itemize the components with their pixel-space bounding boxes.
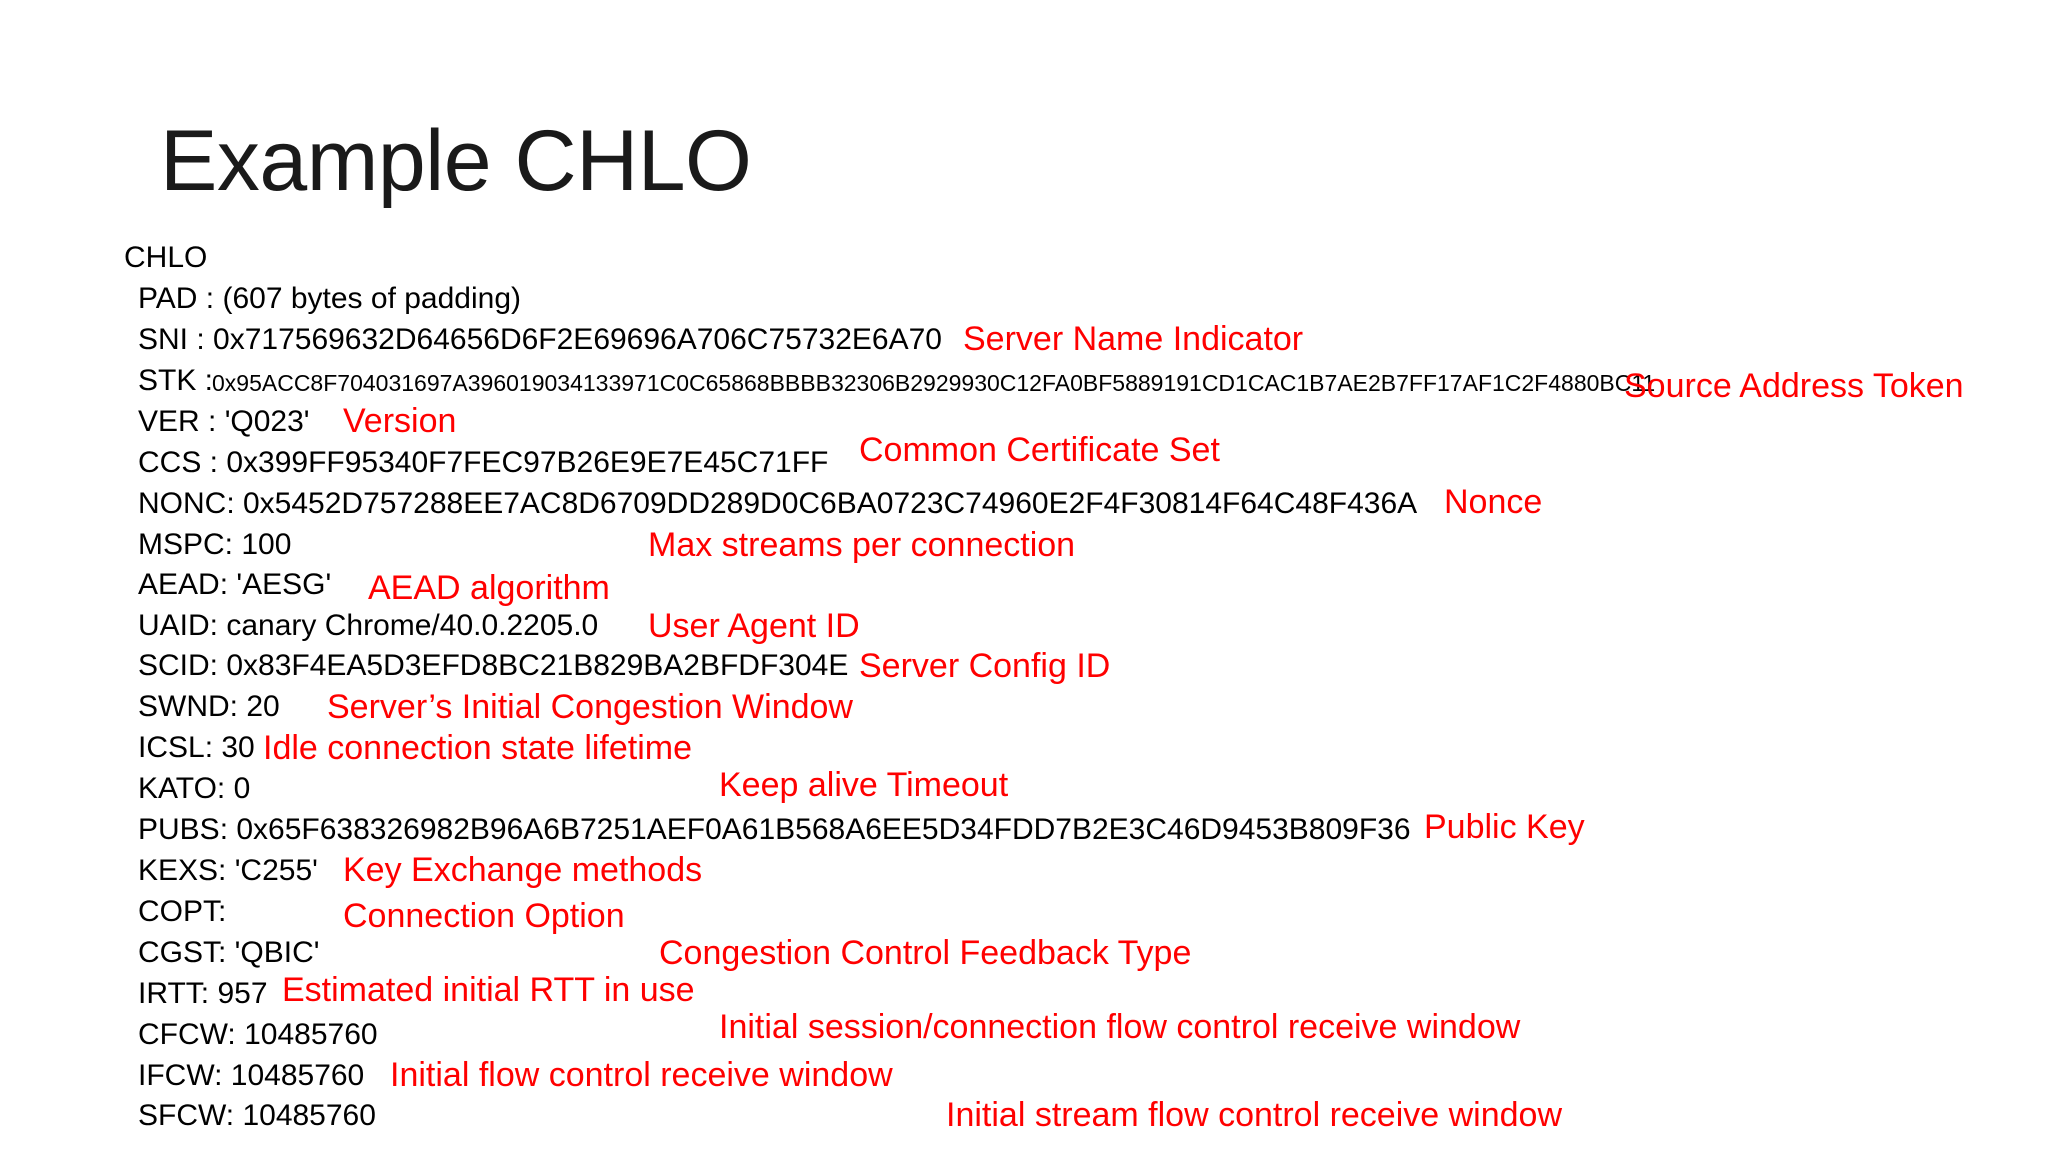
- annotation-icsl: Idle connection state lifetime: [263, 729, 693, 767]
- annotation-ifcw: Initial flow control receive window: [390, 1056, 893, 1094]
- swnd-line: SWND: 20: [138, 690, 280, 723]
- sni-line: SNI : 0x717569632D64656D6F2E69696A706C75732E6A70: [138, 323, 942, 356]
- annotation-kato: Keep alive Timeout: [719, 766, 1009, 804]
- pubs-line: PUBS: 0x65F638326982B96A6B7251AEF0A61B568A6EE5D34FDD7B2E3C46D9453B809F36: [138, 813, 1411, 846]
- annotation-aead: AEAD algorithm: [368, 569, 610, 607]
- uaid-line: UAID: canary Chrome/40.0.2205.0: [138, 609, 599, 642]
- ifcw-line: IFCW: 10485760: [138, 1059, 365, 1092]
- stk-label: STK :: [138, 364, 214, 397]
- annotation-ccs: Common Certificate Set: [859, 431, 1220, 469]
- annotation-ver: Version: [343, 402, 457, 440]
- annotation-sni: Server Name Indicator: [963, 320, 1304, 358]
- chlo-line: CHLO: [124, 241, 208, 274]
- kexs-line: KEXS: 'C255': [138, 854, 318, 887]
- icsl-line: ICSL: 30: [138, 731, 255, 764]
- annotation-stk: Source Address Token: [1624, 367, 1964, 405]
- scid-line: SCID: 0x83F4EA5D3EFD8BC21B829BA2BFDF304E: [138, 649, 849, 682]
- annotation-irtt: Estimated initial RTT in use: [282, 971, 695, 1009]
- annotation-sfcw: Initial stream flow control receive window: [946, 1096, 1563, 1134]
- sfcw-line: SFCW: 10485760: [138, 1099, 376, 1132]
- stk-value: 0x95ACC8F704031697A396019034133971C0C65868BBBB32306B2929930C12FA0BF5889191CD1CAC1B7AE2B7FF17AF1C2F4880BC11: [212, 370, 1656, 396]
- cgst-line: CGST: 'QBIC': [138, 936, 320, 969]
- annotation-swnd: Server’s Initial Congestion Window: [327, 688, 853, 726]
- annotation-kexs: Key Exchange methods: [343, 851, 703, 889]
- copt-line: COPT:: [138, 895, 227, 928]
- annotation-cfcw: Initial session/connection flow control receive window: [719, 1008, 1521, 1046]
- annotation-nonc: Nonce: [1444, 483, 1543, 521]
- annotation-uaid: User Agent ID: [648, 607, 860, 645]
- slide-title: Example CHLO: [160, 113, 752, 209]
- annotation-cgst: Congestion Control Feedback Type: [659, 934, 1192, 972]
- annotation-scid: Server Config ID: [859, 647, 1111, 685]
- pad-line: PAD : (607 bytes of padding): [138, 282, 521, 315]
- aead-line: AEAD: 'AESG': [138, 568, 332, 601]
- annotation-copt: Connection Option: [343, 897, 625, 935]
- ccs-line: CCS : 0x399FF95340F7FEC97B26E9E7E45C71FF: [138, 446, 829, 479]
- cfcw-line: CFCW: 10485760: [138, 1018, 378, 1051]
- irtt-line: IRTT: 957: [138, 977, 268, 1010]
- annotation-pubs: Public Key: [1424, 808, 1585, 846]
- nonc-line: NONC: 0x5452D757288EE7AC8D6709DD289D0C6BA0723C74960E2F4F30814F64C48F436A: [138, 487, 1418, 520]
- mspc-line: MSPC: 100: [138, 528, 292, 561]
- annotation-mspc: Max streams per connection: [648, 526, 1076, 564]
- ver-line: VER : 'Q023': [138, 405, 310, 438]
- kato-line: KATO: 0: [138, 772, 251, 805]
